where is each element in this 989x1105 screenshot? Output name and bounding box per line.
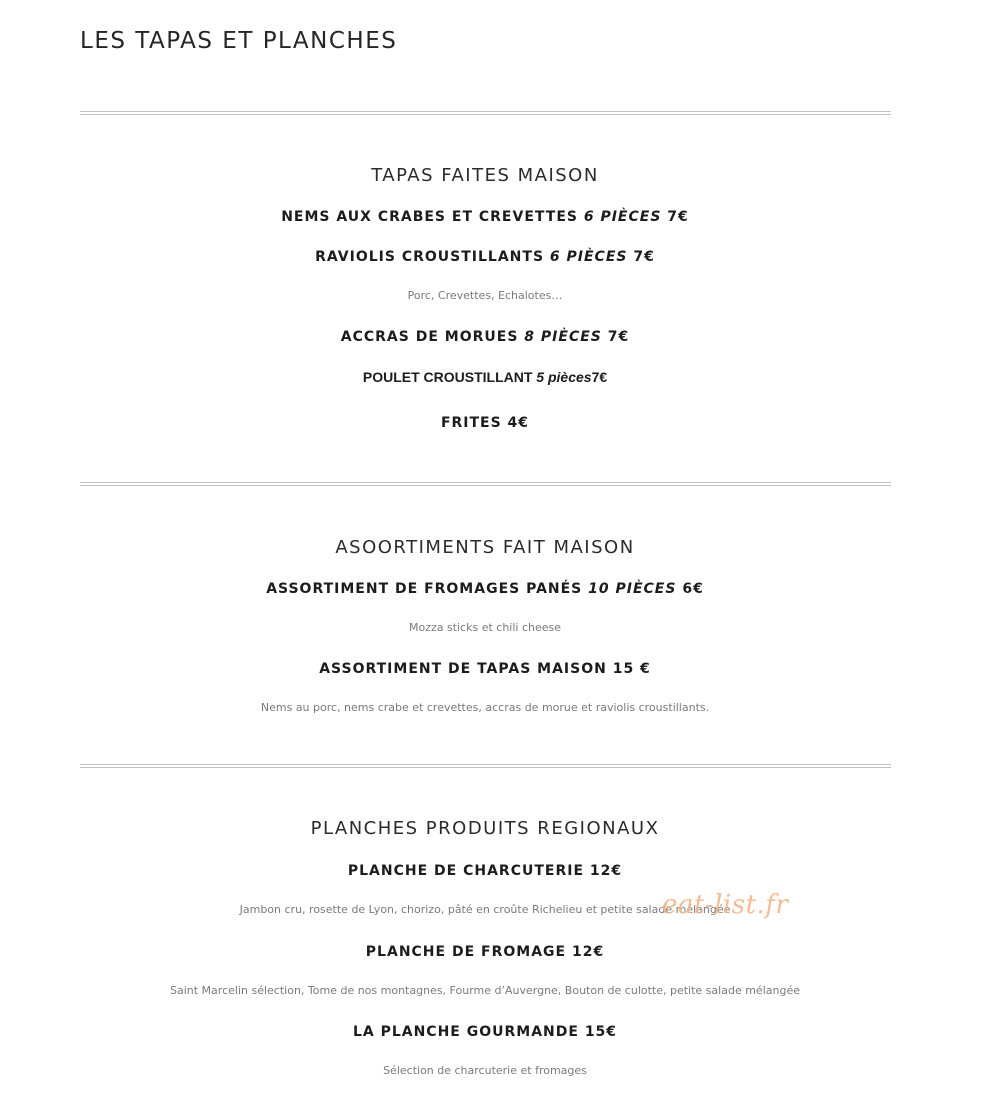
item-description: Jambon cru, rosette de Lyon, chorizo, pâté en croûte Richelieu et petite salade mélangée <box>239 903 731 916</box>
section-title-planches: PLANCHES PRODUITS REGIONAUX <box>310 818 660 839</box>
menu-item-raviolis <box>0 249 970 265</box>
item-name: PLANCHE DE FROMAGE 12€ <box>365 944 605 960</box>
item-name: ASSORTIMENT DE FROMAGES PANÉS <box>266 581 583 597</box>
item-name: ACCRAS DE MORUES <box>340 329 519 345</box>
item-description: Sélection de charcuterie et fromages <box>383 1064 587 1077</box>
item-quantity: 5 pièces <box>536 369 592 385</box>
item-description: Porc, Crevettes, Echalotes… <box>407 289 563 302</box>
section-divider <box>80 482 891 486</box>
item-quantity: 6 PIÈCES <box>549 249 628 265</box>
item-name: PLANCHE DE CHARCUTERIE 12€ <box>347 863 623 879</box>
menu-item-poulet <box>0 369 970 385</box>
item-name: NEMS AUX CRABES ET CREVETTES <box>281 209 578 225</box>
item-description: Saint Marcelin sélection, Tome de nos montagnes, Fourme d’Auvergne, Bouton de culotte, petite salade mélangée <box>170 984 800 997</box>
item-name: POULET CROUSTILLANT <box>362 369 533 385</box>
menu-item-accras <box>0 329 970 345</box>
item-name: FRITES 4€ <box>440 415 530 431</box>
menu-item-tapas-maison <box>0 661 970 677</box>
section-divider <box>80 764 891 768</box>
section-divider <box>80 111 891 115</box>
item-description: Mozza sticks et chili cheese <box>408 621 562 634</box>
menu-item-charcuterie <box>0 863 970 879</box>
item-price: 7€ <box>607 329 630 345</box>
item-price: 7€ <box>667 209 689 225</box>
menu-item-frites <box>0 415 970 431</box>
menu-item-fromages-panes <box>0 581 970 597</box>
watermark: eat-list.fr <box>662 890 789 920</box>
item-quantity: 10 PIÈCES <box>588 581 677 597</box>
page-title: LES TAPAS ET PLANCHES <box>80 28 398 54</box>
section-title-assortiments: ASOORTIMENTS FAIT MAISON <box>335 537 635 558</box>
menu-item-gourmande <box>0 1024 970 1040</box>
item-quantity: 6 PIÈCES <box>583 209 662 225</box>
section-title-tapas: TAPAS FAITES MAISON <box>371 165 599 186</box>
item-price: 6€ <box>682 581 704 597</box>
menu-item-fromage <box>0 944 970 960</box>
item-name: ASSORTIMENT DE TAPAS MAISON 15 € <box>319 661 651 677</box>
item-name: RAVIOLIS CROUSTILLANTS <box>315 249 545 265</box>
item-name: LA PLANCHE GOURMANDE 15€ <box>352 1024 618 1040</box>
item-price: 7€ <box>633 249 655 265</box>
item-description: Nems au porc, nems crabe et crevettes, accras de morue et raviolis croustillants. <box>260 701 710 714</box>
item-price: 7€ <box>591 369 608 385</box>
menu-item-nems <box>0 209 970 225</box>
item-quantity: 8 PIÈCES <box>524 329 602 345</box>
